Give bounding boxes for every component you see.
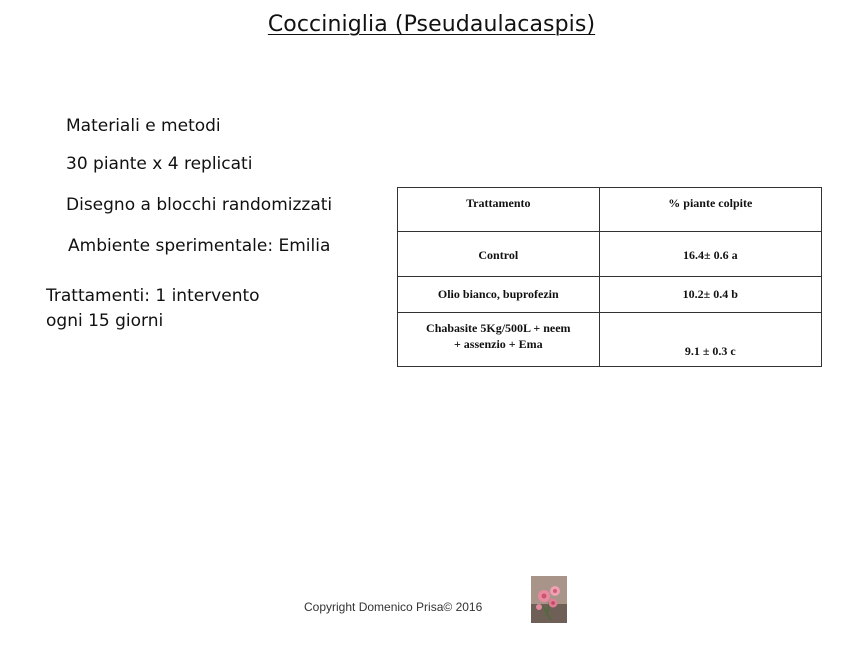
flower-image-icon: [531, 576, 567, 623]
treatments-line-1: Trattamenti: 1 intervento: [46, 286, 260, 306]
page-title: Cocciniglia (Pseudaulacaspis): [267, 12, 596, 37]
flower-photo: [531, 576, 567, 623]
table-cell-treatment: Control: [398, 232, 600, 277]
table-cell-value: 16.4± 0.6 a: [599, 232, 821, 277]
table-cell-value: 10.2± 0.4 b: [599, 277, 821, 313]
table-header-row: [398, 188, 822, 232]
methods-design: Disegno a blocchi randomizzati: [66, 195, 333, 215]
methods-plants: 30 piante x 4 replicati: [66, 154, 253, 174]
table-row: [398, 232, 822, 277]
methods-environment: Ambiente sperimentale: Emilia: [68, 236, 331, 256]
treatments-note: [46, 284, 306, 334]
methods-heading: Materiali e metodi: [66, 116, 221, 136]
table-row: [398, 277, 822, 313]
treatments-line-2: ogni 15 giorni: [46, 311, 164, 331]
table-cell-treatment-line-1: Chabasite 5Kg/500L + neem: [426, 321, 571, 335]
table-cell-treatment: Olio bianco, buprofezin: [398, 277, 600, 313]
table-header-percent: % piante colpite: [599, 188, 821, 232]
table-cell-treatment-line-2: + assenzio + Ema: [453, 337, 543, 351]
table-cell-treatment: [398, 313, 600, 367]
table-header-treatment: Trattamento: [398, 188, 600, 232]
results-table: [397, 187, 822, 367]
table-row: [398, 313, 822, 367]
table-cell-value: 9.1 ± 0.3 c: [599, 313, 821, 367]
copyright-text: Copyright Domenico Prisa© 2016: [304, 600, 483, 614]
